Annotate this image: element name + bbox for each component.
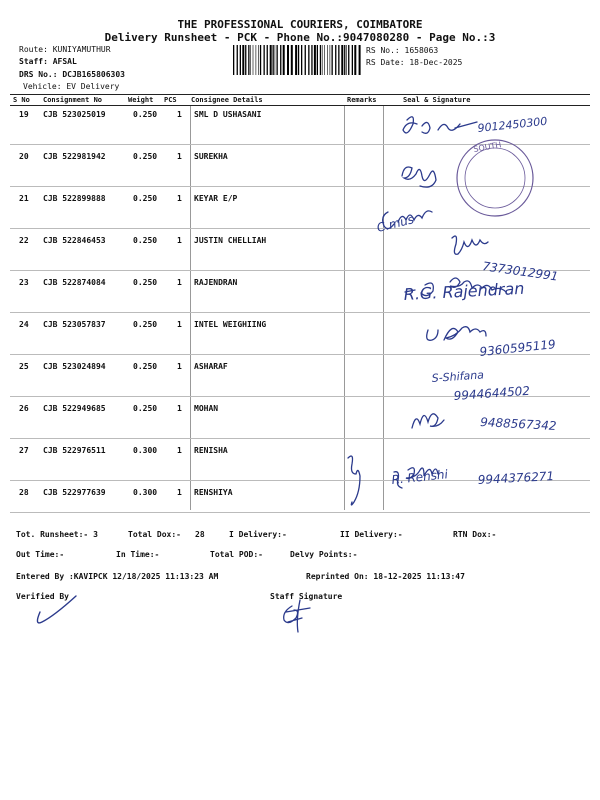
rtn-dox: RTN Dox:- — [453, 530, 497, 539]
staff-label: Staff: AFSAL — [19, 57, 77, 66]
row-pcs: 1 — [177, 278, 182, 287]
row-consignment: CJB 522949685 — [43, 404, 106, 413]
row-sno: 28 — [19, 488, 29, 497]
row-pcs: 1 — [177, 110, 182, 119]
row-consignment: CJB 523024894 — [43, 362, 106, 371]
row-weight: 0.250 — [133, 110, 158, 119]
entered-by: Entered By :KAVIPCK 12/18/2025 11:13:23 AM — [16, 572, 219, 581]
ii-delivery: II Delivery:- — [340, 530, 403, 539]
row-consignee: SUREKHA — [194, 152, 228, 161]
remarks-mark — [348, 456, 360, 505]
handwritten-phone-19: 9012450300 — [476, 114, 548, 135]
handwritten-note-21: C.mus — [375, 212, 416, 235]
vehicle-label: Vehicle: EV Delivery — [23, 82, 120, 91]
row-consignment: CJB 522846453 — [43, 236, 106, 245]
out-time: Out Time:- — [16, 550, 65, 559]
staff-signature-mark — [284, 600, 310, 632]
total-dox-label: Total Dox:- — [128, 530, 181, 539]
row-weight: 0.250 — [133, 278, 158, 287]
row-sno: 21 — [19, 194, 29, 203]
row-consignment: CJB 522981942 — [43, 152, 106, 161]
row-sno: 26 — [19, 404, 29, 413]
row-pcs: 1 — [177, 404, 182, 413]
row-weight: 0.300 — [133, 488, 158, 497]
row-consignee: JUSTIN CHELLIAH — [194, 236, 267, 245]
row-weight: 0.250 — [133, 236, 158, 245]
row-consignment: CJB 523025019 — [43, 110, 106, 119]
row-pcs: 1 — [177, 152, 182, 161]
row-pcs: 1 — [177, 236, 182, 245]
row-consignment: CJB 523057837 — [43, 320, 106, 329]
row-pcs: 1 — [177, 320, 182, 329]
reprinted-on: Reprinted On: 18-12-2025 11:13:47 — [306, 572, 465, 581]
row-weight: 0.250 — [133, 152, 158, 161]
route-label: Route: KUNIYAMUTHUR — [19, 45, 111, 54]
row-consignment: CJB 522976511 — [43, 446, 106, 455]
runsheet-subtitle: Delivery Runsheet - PCK - Phone No.:9047080280 - Page No.:3 — [104, 31, 496, 44]
col-consignment: Consignment No — [43, 96, 103, 104]
signature-24 — [427, 327, 486, 341]
row-consignment: CJB 522874084 — [43, 278, 106, 287]
row-weight: 0.250 — [133, 404, 158, 413]
row-consignee: ASHARAF — [194, 362, 228, 371]
row-sno: 27 — [19, 446, 29, 455]
handwritten-phone-22: 7373012991 — [481, 259, 560, 284]
row-consignee: MOHAN — [194, 404, 219, 413]
signature-26 — [412, 414, 444, 428]
rs-number: RS No.: 1658063 — [366, 46, 439, 55]
col-seal-signature: Seal & Signature — [403, 96, 471, 104]
row-consignee: RENISHA — [194, 446, 228, 455]
row-weight: 0.250 — [133, 194, 158, 203]
drs-number: DRS No.: DCJB165806303 — [19, 70, 125, 79]
delivery-points: Delvy Points:- — [290, 550, 358, 559]
row-sno: 24 — [19, 320, 29, 329]
total-runsheet: Tot. Runsheet:- 3 — [16, 530, 98, 539]
handwritten-name-25: S-Shifana — [431, 368, 485, 385]
handwritten-name-23: R.G. Rajendran — [403, 278, 525, 304]
row-sno: 22 — [19, 236, 29, 245]
handwritten-name-28: R. Renshi — [390, 467, 449, 487]
row-weight: 0.300 — [133, 446, 158, 455]
row-pcs: 1 — [177, 194, 182, 203]
row-weight: 0.250 — [133, 320, 158, 329]
signature-19 — [403, 117, 477, 134]
total-dox-value: 28 — [195, 530, 205, 539]
row-pcs: 1 — [177, 362, 182, 371]
stamp-text: SOUTH — [472, 140, 503, 154]
col-weight: Weight — [128, 96, 154, 104]
delivery-stamp — [457, 140, 533, 216]
row-consignee: SML D USHASANI — [194, 110, 262, 119]
row-consignee: RENSHIYA — [194, 488, 233, 497]
row-consignee: RAJENDRAN — [194, 278, 238, 287]
row-pcs: 1 — [177, 488, 182, 497]
company-title: THE PROFESSIONAL COURIERS, COIMBATORE — [177, 18, 423, 31]
row-consignee: INTEL WEIGHIING — [194, 320, 267, 329]
col-remarks: Remarks — [347, 96, 377, 104]
rs-date: RS Date: 18-Dec-2025 — [366, 58, 463, 67]
row-sno: 20 — [19, 152, 29, 161]
handwritten-phone-28: 9944376271 — [477, 469, 555, 487]
row-consignment: CJB 522977639 — [43, 488, 106, 497]
in-time: In Time:- — [116, 550, 160, 559]
total-pod: Total POD:- — [210, 550, 263, 559]
row-sno: 25 — [19, 362, 29, 371]
verified-by-label: Verified By — [16, 592, 69, 601]
row-consignment: CJB 522899888 — [43, 194, 106, 203]
i-delivery: I Delivery:- — [229, 530, 287, 539]
col-sno: S No — [13, 96, 30, 104]
row-sno: 19 — [19, 110, 29, 119]
row-pcs: 1 — [177, 446, 182, 455]
row-consignee: KEYAR E/P — [194, 194, 238, 203]
handwritten-phone-25: 9944644502 — [453, 383, 531, 403]
handwritten-phone-26: 9488567342 — [479, 415, 557, 433]
signature-22 — [452, 236, 488, 254]
signature-20 — [402, 167, 436, 187]
col-pcs: PCS — [164, 96, 177, 104]
staff-signature-label: Staff Signature — [270, 592, 343, 601]
row-sno: 23 — [19, 278, 29, 287]
handwritten-phone-24: 9360595119 — [478, 337, 557, 359]
col-consignee: Consignee Details — [191, 96, 263, 104]
row-weight: 0.250 — [133, 362, 158, 371]
